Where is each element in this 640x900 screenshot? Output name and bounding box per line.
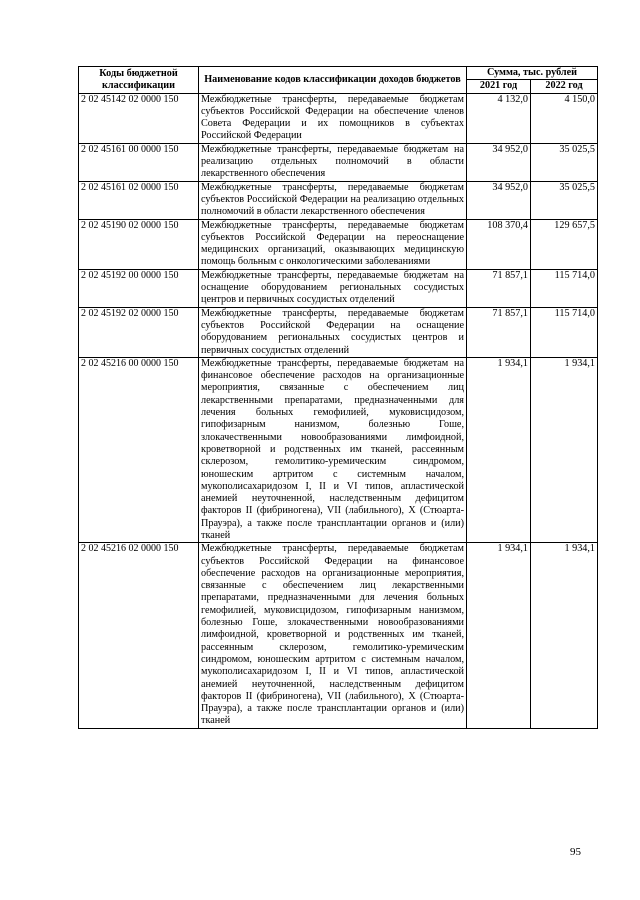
header-year-2022: 2022 год <box>531 80 598 93</box>
row-value-2021: 71 857,1 <box>467 269 531 307</box>
row-code: 2 02 45190 02 0000 150 <box>79 219 199 269</box>
table-row <box>79 143 598 181</box>
row-name: Межбюджетные трансферты, передаваемые бюджетам на реализацию отдельных полномочий в области лекарственного обеспечения <box>199 143 467 181</box>
row-code: 2 02 45216 02 0000 150 <box>79 543 199 728</box>
row-value-2021: 4 132,0 <box>467 93 531 143</box>
row-value-2022: 35 025,5 <box>531 143 598 181</box>
header-codes: Коды бюджетной классификации <box>79 67 199 94</box>
table-row <box>79 219 598 269</box>
row-value-2021: 34 952,0 <box>467 143 531 181</box>
row-name: Межбюджетные трансферты, передаваемые бюджетам субъектов Российской Федерации на обеспечение членов Совета Федерации и их помощников в субъектах Российской Федерации <box>199 93 467 143</box>
row-value-2021: 1 934,1 <box>467 357 531 542</box>
row-value-2022: 35 025,5 <box>531 181 598 219</box>
row-code: 2 02 45192 02 0000 150 <box>79 307 199 357</box>
row-value-2022: 4 150,0 <box>531 93 598 143</box>
table-row <box>79 93 598 143</box>
header-sum: Сумма, тыс. рублей <box>467 67 598 80</box>
row-value-2021: 108 370,4 <box>467 219 531 269</box>
row-value-2022: 115 714,0 <box>531 269 598 307</box>
row-value-2021: 34 952,0 <box>467 181 531 219</box>
row-value-2021: 1 934,1 <box>467 543 531 728</box>
row-name: Межбюджетные трансферты, передаваемые бюджетам субъектов Российской Федерации на реализацию отдельных полномочий в области лекарственного обеспечения <box>199 181 467 219</box>
table-row <box>79 543 598 728</box>
row-code: 2 02 45161 00 0000 150 <box>79 143 199 181</box>
row-value-2021: 71 857,1 <box>467 307 531 357</box>
table-row <box>79 269 598 307</box>
row-value-2022: 115 714,0 <box>531 307 598 357</box>
row-code: 2 02 45216 00 0000 150 <box>79 357 199 542</box>
row-name: Межбюджетные трансферты, передаваемые бюджетам субъектов Российской Федерации на оснащение оборудованием региональных сосудистых центров и первичных сосудистых отделений <box>199 307 467 357</box>
page-number: 95 <box>570 846 581 858</box>
header-name: Наименование кодов классификации доходов бюджетов <box>199 67 467 94</box>
row-name: Межбюджетные трансферты, передаваемые бюджетам на оснащение оборудованием региональных сосудистых центров и первичных сосудистых отделений <box>199 269 467 307</box>
table-row <box>79 181 598 219</box>
row-value-2022: 1 934,1 <box>531 543 598 728</box>
row-code: 2 02 45142 02 0000 150 <box>79 93 199 143</box>
table-row <box>79 307 598 357</box>
table-row <box>79 357 598 542</box>
row-code: 2 02 45192 00 0000 150 <box>79 269 199 307</box>
row-value-2022: 1 934,1 <box>531 357 598 542</box>
row-code: 2 02 45161 02 0000 150 <box>79 181 199 219</box>
header-year-2021: 2021 год <box>467 80 531 93</box>
row-name: Межбюджетные трансферты, передаваемые бюджетам на финансовое обеспечение расходов на организационные мероприятия, связанные с обеспечением лиц лекарственными препаратами, предназначенными для лечения больных гемофилией, муковисцидозом, гипофизарным нанизмом, болезнью Гоше, злокачественными новообразованиями лимфоидной, кроветворной и родственных им тканей, рассеянным склерозом, гемолитико-уремическим синдромом, юношеским артритом с системным началом, мукополисахаридозом I, II и VI типов, апластической анемией неуточненной, наследственным дефицитом факторов II (фибриногена), VII (лабильного), X (Стюарта-Прауэра), а также после трансплантации органов и (или) тканей <box>199 357 467 542</box>
row-name: Межбюджетные трансферты, передаваемые бюджетам субъектов Российской Федерации на переоснащение медицинских организаций, оказывающих медицинскую помощь больным с онкологическими заболеваниями <box>199 219 467 269</box>
row-value-2022: 129 657,5 <box>531 219 598 269</box>
budget-table <box>78 66 598 729</box>
row-name: Межбюджетные трансферты, передаваемые бюджетам субъектов Российской Федерации на финансовое обеспечение расходов на организационные мероприятия, связанные с обеспечением лиц лекарственными препаратами, предназначенными для лечения больных гемофилией, муковисцидозом, гипофизарным нанизмом, болезнью Гоше, злокачественными новообразованиями лимфоидной, кроветворной и родственных им тканей, рассеянным склерозом, гемолитико-уремическим синдромом, юношеским артритом с системным началом, мукополисахаридозом I, II и VI типов, апластической анемией неуточненной, наследственным дефицитом факторов II (фибриногена), VII (лабильного), X (Стюарта-Прауэра), а также после трансплантации органов и (или) тканей <box>199 543 467 728</box>
